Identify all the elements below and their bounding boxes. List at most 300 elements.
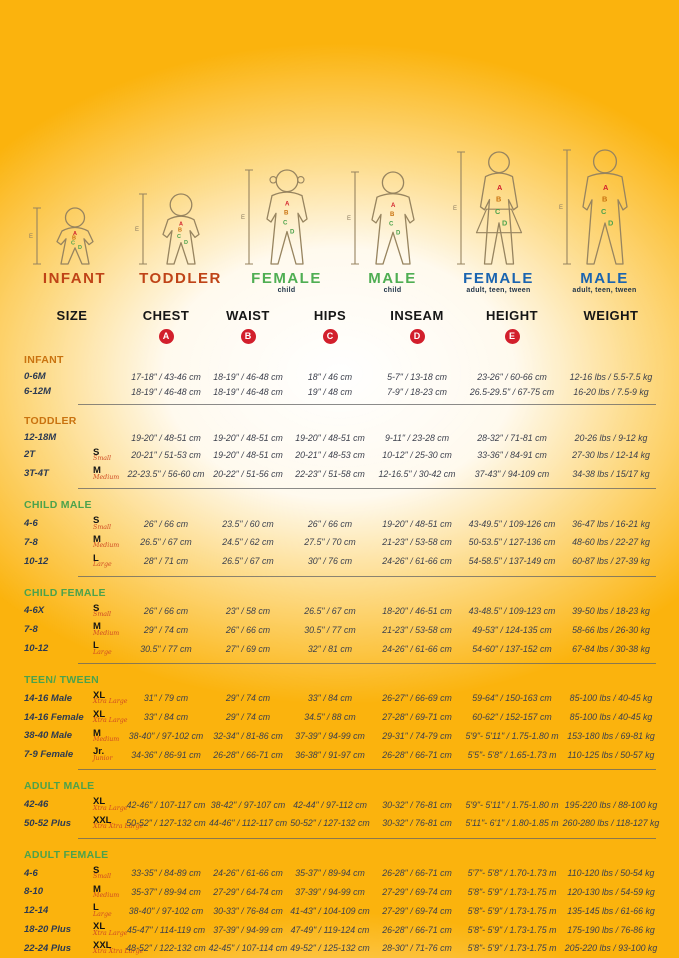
- cell-inseam: 19-20" / 48-51 cm: [382, 518, 452, 529]
- table-row-label: 50-52 Plus: [24, 817, 71, 829]
- cell-hips: 47-49" / 119-124 cm: [290, 924, 370, 935]
- size-sublabel: Junior: [93, 754, 113, 762]
- figure-label: INFANT: [42, 270, 107, 287]
- marker-letter-d: D: [77, 245, 82, 251]
- marker-letter-c: C: [70, 240, 75, 247]
- size-sublabel: Medium: [93, 473, 120, 481]
- cell-inseam: 27-28" / 69-71 cm: [382, 712, 452, 723]
- section-child-female: [20, 581, 664, 666]
- figure-sublabel: [23, 287, 127, 296]
- size-sublabel: Xtra Xtra Large: [93, 948, 144, 956]
- cell-chest: 22-23.5" / 56-60 cm: [127, 468, 205, 479]
- column-header-chest: CHEST: [142, 308, 190, 323]
- toddler-figure-icon: [133, 140, 229, 268]
- size-cell: [84, 533, 124, 552]
- cell-hips: 30.5" / 77 cm: [304, 624, 356, 635]
- measurement-markers-row: [20, 326, 664, 346]
- marker-letter-a: A: [496, 182, 502, 192]
- cell-height: 43-48.5" / 109-123 cm: [468, 605, 556, 616]
- cell-hips: 30" / 76 cm: [307, 556, 353, 567]
- size-cell: [84, 708, 128, 727]
- size-sublabel: Medium: [93, 892, 120, 900]
- table-row-label: 4-6X: [24, 605, 45, 617]
- section-adult-male: [20, 774, 664, 841]
- cell-chest: 31" / 79 cm: [143, 693, 189, 704]
- cell-hips: 37-39" / 94-99 cm: [295, 886, 365, 897]
- marker-letter-b: B: [71, 235, 76, 242]
- cell-chest: 29" / 74 cm: [143, 624, 189, 635]
- cell-hips: 26.5" / 67 cm: [304, 605, 356, 616]
- table-row-label: 7-8: [24, 624, 38, 636]
- marker-letter-e: E: [346, 216, 351, 222]
- table-row-label: 14-16 Female: [24, 711, 84, 723]
- cell-chest: 26" / 66 cm: [143, 605, 189, 616]
- size-letter: M: [93, 533, 101, 545]
- size-letter: S: [93, 602, 100, 614]
- size-letter: M: [93, 621, 101, 633]
- cell-inseam: 26-28" / 66-71 cm: [382, 868, 452, 879]
- size-cell: [84, 795, 128, 814]
- marker-letter-e: E: [240, 215, 245, 221]
- size-cell: [84, 620, 124, 639]
- column-header-hips: HIPS: [313, 308, 347, 323]
- size-sublabel: Xtra Large: [93, 717, 128, 725]
- section-divider: [78, 769, 656, 770]
- cell-weight: 12-16 lbs / 5.5-7.5 kg: [569, 371, 653, 382]
- cell-waist: 42-45" / 107-114 cm: [208, 943, 288, 954]
- infant-figure-icon: [27, 140, 123, 268]
- marker-letter-e: E: [134, 227, 139, 233]
- marker-badge-c: C: [323, 329, 338, 344]
- cell-hips: 33" / 84 cm: [307, 693, 353, 704]
- cell-chest: 38-40" / 97-102 cm: [128, 730, 204, 741]
- cell-chest: 33" / 84 cm: [143, 712, 189, 723]
- size-sublabel: Large: [93, 561, 112, 569]
- cell-height: 5'5"- 5'8" / 1.65-1.73 m: [467, 749, 557, 760]
- size-sublabel: Small: [93, 455, 112, 463]
- cell-height: 5'8"- 5'9" / 1.73-1.75 m: [467, 924, 557, 935]
- column-header-height: HEIGHT: [485, 308, 539, 323]
- height-measure-line: [139, 194, 147, 264]
- cell-weight: 48-60 lbs / 22-27 kg: [572, 537, 650, 548]
- marker-letter-d: D: [501, 218, 507, 228]
- marker-letter-b: B: [283, 209, 288, 217]
- cell-inseam: 5-7" / 13-18 cm: [387, 371, 447, 382]
- figure-label: MALE: [580, 270, 629, 287]
- section-title: CHILD FEMALE: [24, 586, 106, 599]
- cell-inseam: 26-28" / 66-71 cm: [382, 924, 452, 935]
- section-title: ADULT FEMALE: [24, 848, 109, 861]
- cell-hips: 49-52" / 125-132 cm: [290, 943, 370, 954]
- cell-chest: 35-37" / 89-94 cm: [131, 886, 201, 897]
- size-cell: [84, 901, 124, 920]
- size-cell: [84, 920, 128, 939]
- cell-hips: 32" / 81 cm: [307, 643, 353, 654]
- table-row-label: 10-12: [24, 555, 49, 567]
- size-cell: [84, 883, 124, 902]
- table-row-label: 8-10: [24, 886, 44, 898]
- figure-infant: [23, 140, 127, 296]
- cell-hips: 22-23" / 51-58 cm: [295, 468, 365, 479]
- cell-waist: 30-33" / 76-84 cm: [213, 905, 283, 916]
- height-measure-line: [457, 152, 465, 264]
- cell-waist: 23" / 58 cm: [225, 605, 271, 616]
- size-cell: [84, 436, 124, 440]
- size-cell: [84, 602, 124, 621]
- table-row-label: 38-40 Male: [24, 730, 73, 742]
- cell-chest: 45-47" / 114-119 cm: [126, 924, 206, 935]
- cell-weight: 39-50 lbs / 18-23 kg: [572, 605, 650, 616]
- cell-hips: 26" / 66 cm: [307, 518, 353, 529]
- cell-weight: 67-84 lbs / 30-38 kg: [572, 643, 650, 654]
- cell-chest: 20-21" / 51-53 cm: [131, 449, 201, 460]
- figure-toddler: [129, 140, 233, 296]
- figure-male-child: [341, 140, 445, 296]
- size-sublabel: Small: [93, 523, 112, 531]
- male-child-figure-icon: [345, 140, 441, 268]
- table-row-label: 7-8: [24, 536, 38, 548]
- column-header-waist: WAIST: [226, 308, 270, 323]
- table-row-label: 18-20 Plus: [24, 924, 71, 935]
- cell-inseam: 26-27" / 66-69 cm: [382, 693, 452, 704]
- cell-inseam: 7-9" / 18-23 cm: [387, 386, 447, 397]
- cell-hips: 19" / 48 cm: [307, 386, 353, 397]
- cell-hips: 18" / 46 cm: [307, 371, 353, 382]
- size-letter: XL: [93, 689, 106, 701]
- section-toddler: [20, 409, 664, 491]
- table-row-label: 42-46: [24, 799, 49, 811]
- size-cell: [84, 745, 124, 764]
- size-cell: [84, 689, 128, 708]
- size-cell: [84, 727, 124, 746]
- cell-height: 49-53" / 124-135 cm: [472, 624, 552, 635]
- cell-weight: 85-100 lbs / 40-45 kg: [569, 712, 653, 723]
- cell-chest: 34-36" / 86-91 cm: [131, 749, 201, 760]
- figure-sublabel: adult, teen, tween: [572, 287, 637, 294]
- cell-height: 28-32" / 71-81 cm: [477, 432, 547, 443]
- cell-chest: 28" / 71 cm: [143, 556, 189, 567]
- marker-letter-b: B: [495, 194, 501, 204]
- size-sublabel: Small: [93, 611, 112, 619]
- cell-weight: 260-280 lbs / 118-127 kg: [562, 818, 660, 829]
- figure-label: TODDLER: [139, 270, 222, 287]
- section-teen-tween: [20, 668, 664, 772]
- cell-waist: 29" / 74 cm: [225, 712, 271, 723]
- cell-waist: 19-20" / 48-51 cm: [213, 449, 283, 460]
- cell-inseam: 30-32" / 76-81 cm: [382, 799, 452, 810]
- figure-sublabel: [129, 287, 233, 296]
- figure-female-adult: [447, 140, 551, 296]
- size-letter: XL: [93, 921, 106, 933]
- table-row-label: 12-18M: [24, 432, 57, 444]
- cell-chest: 38-40" / 97-102 cm: [128, 905, 204, 916]
- marker-letter-a: A: [602, 183, 608, 192]
- cell-inseam: 27-29" / 69-74 cm: [382, 905, 452, 916]
- table-row-label: 7-9 Female: [24, 749, 74, 761]
- figure-label: FEMALE: [463, 270, 534, 287]
- cell-waist: 26-28" / 66-71 cm: [213, 749, 283, 760]
- cell-height: 43-49.5" / 109-126 cm: [468, 518, 556, 529]
- cell-inseam: 21-23" / 53-58 cm: [382, 624, 452, 635]
- marker-badge-b: B: [241, 329, 256, 344]
- cell-weight: 36-47 lbs / 16-21 kg: [572, 518, 650, 529]
- size-letter: L: [93, 902, 99, 914]
- column-header-size: SIZE: [56, 308, 88, 323]
- marker-letter-a: A: [72, 231, 77, 237]
- cell-waist: 18-19" / 46-48 cm: [213, 371, 283, 382]
- cell-height: 26.5-29.5" / 67-75 cm: [469, 386, 555, 397]
- female-child-figure-icon: [239, 140, 335, 268]
- section-title: TODDLER: [24, 415, 77, 428]
- figure-label: FEMALE: [251, 270, 322, 287]
- marker-letter-e: E: [452, 206, 457, 212]
- cell-waist: 24-26" / 61-66 cm: [213, 868, 283, 879]
- table-row-label: 6-12M: [24, 386, 51, 398]
- cell-hips: 50-52" / 127-132 cm: [290, 818, 370, 829]
- size-cell: [84, 814, 144, 833]
- cell-height: 60-62" / 152-157 cm: [472, 712, 552, 723]
- figure-sublabel: child: [277, 287, 296, 294]
- cell-weight: 153-180 lbs / 69-81 kg: [567, 730, 655, 741]
- table-row-label: 12-14: [24, 905, 49, 917]
- cell-weight: 60-87 lbs / 27-39 kg: [572, 556, 650, 567]
- figure-male-adult: [553, 140, 657, 296]
- size-cell: [84, 375, 124, 379]
- cell-chest: 26" / 66 cm: [143, 518, 189, 529]
- marker-letter-d: D: [289, 228, 294, 236]
- table-row-label: 0-6M: [24, 371, 46, 383]
- marker-letter-c: C: [494, 206, 500, 216]
- figures-row: [10, 0, 670, 296]
- marker-letter-b: B: [601, 194, 607, 204]
- table-row-label: 4-6: [24, 867, 38, 879]
- cell-inseam: 30-32" / 76-81 cm: [382, 818, 452, 829]
- cell-height: 5'11"- 6'1" / 1.80-1.85 m: [465, 818, 559, 829]
- cell-height: 5'8"- 5'9" / 1.73-1.75 m: [467, 886, 557, 897]
- cell-waist: 26.5" / 67 cm: [222, 556, 274, 567]
- marker-letter-c: C: [282, 219, 287, 227]
- marker-badge-d: D: [410, 329, 425, 344]
- cell-waist: 24.5" / 62 cm: [222, 537, 274, 548]
- marker-letter-b: B: [389, 211, 394, 218]
- female-adult-figure-icon: [451, 140, 547, 268]
- table-row-label: 2T: [24, 449, 36, 461]
- size-letter: S: [93, 864, 100, 876]
- cell-height: 37-43" / 94-109 cm: [474, 468, 550, 479]
- table-row-label: 14-16 Male: [24, 692, 73, 704]
- size-letter: S: [93, 515, 100, 527]
- cell-waist: 32-34" / 81-86 cm: [213, 730, 283, 741]
- cell-hips: 20-21" / 48-53 cm: [295, 449, 365, 460]
- height-measure-line: [33, 208, 41, 264]
- cell-height: 5'9"- 5'11" / 1.75-1.80 m: [465, 799, 559, 810]
- size-sublabel: Medium: [93, 542, 120, 550]
- cell-hips: 34.5" / 88 cm: [304, 712, 356, 723]
- cell-waist: 38-42" / 97-107 cm: [210, 799, 286, 810]
- size-cell: [84, 446, 124, 465]
- cell-inseam: 28-30" / 71-76 cm: [382, 943, 452, 954]
- size-cell: [84, 939, 144, 958]
- table-header-row: [20, 308, 664, 323]
- section-divider: [78, 576, 656, 577]
- size-letter: L: [93, 552, 99, 564]
- cell-height: 59-64" / 150-163 cm: [472, 693, 552, 704]
- figure-sublabel: adult, teen, tween: [466, 287, 531, 294]
- cell-waist: 18-19" / 46-48 cm: [213, 386, 283, 397]
- size-letter: XXL: [93, 939, 112, 951]
- marker-letter-c: C: [388, 221, 393, 228]
- marker-badge-a: A: [159, 329, 174, 344]
- size-cell: [84, 639, 124, 658]
- table-row-label: 22-24 Plus: [24, 942, 71, 954]
- cell-weight: 120-130 lbs / 54-59 kg: [567, 886, 655, 897]
- cell-hips: 27.5" / 70 cm: [304, 537, 356, 548]
- cell-height: 5'8"- 5'9" / 1.73-1.75 m: [467, 943, 557, 954]
- cell-chest: 48-52" / 122-132 cm: [126, 943, 206, 954]
- section-divider: [78, 404, 656, 405]
- figure-female-child: [235, 140, 339, 296]
- size-letter: XL: [93, 708, 106, 720]
- column-header-inseam: INSEAM: [390, 308, 444, 323]
- size-sublabel: Large: [93, 648, 112, 656]
- size-letter: L: [93, 640, 99, 652]
- cell-hips: 19-20" / 48-51 cm: [295, 432, 365, 443]
- cell-weight: 27-30 lbs / 12-14 kg: [572, 449, 650, 460]
- section-title: TEEN/ TWEEN: [24, 673, 100, 686]
- cell-height: 23-26" / 60-66 cm: [477, 371, 547, 382]
- cell-height: 33-36" / 84-91 cm: [477, 449, 547, 460]
- cell-weight: 85-100 lbs / 40-45 kg: [569, 693, 653, 704]
- cell-inseam: 26-28" / 66-71 cm: [382, 749, 452, 760]
- column-header-weight: WEIGHT: [583, 308, 639, 323]
- marker-letter-e: E: [558, 205, 563, 211]
- cell-weight: 58-66 lbs / 26-30 kg: [572, 624, 650, 635]
- section-title: CHILD MALE: [24, 499, 92, 512]
- cell-inseam: 18-20" / 46-51 cm: [382, 605, 452, 616]
- size-letter: Jr.: [93, 746, 105, 758]
- figure-sublabel: child: [383, 287, 402, 294]
- cell-height: 5'9"- 5'11" / 1.75-1.80 m: [465, 730, 559, 741]
- size-chart-table: [20, 308, 664, 958]
- cell-waist: 23.5" / 60 cm: [222, 518, 274, 529]
- cell-chest: 26.5" / 67 cm: [140, 537, 192, 548]
- size-sublabel: Large: [93, 910, 112, 918]
- cell-weight: 175-190 lbs / 76-86 kg: [567, 924, 655, 935]
- cell-chest: 50-52" / 127-132 cm: [126, 818, 206, 829]
- height-measure-line: [563, 150, 571, 264]
- marker-badge-e: E: [505, 329, 520, 344]
- cell-chest: 33-35" / 84-89 cm: [131, 868, 201, 879]
- marker-letter-b: B: [177, 227, 182, 234]
- section-divider: [78, 663, 656, 664]
- marker-letter-c: C: [176, 234, 181, 241]
- cell-inseam: 9-11" / 23-28 cm: [384, 432, 450, 443]
- cell-waist: 27-29" / 64-74 cm: [213, 886, 283, 897]
- cell-weight: 16-20 lbs / 7.5-9 kg: [573, 386, 649, 397]
- cell-chest: 42-46" / 107-117 cm: [126, 799, 206, 810]
- marker-letter-d: D: [395, 230, 400, 237]
- section-adult-female: [20, 843, 664, 958]
- size-letter: XXL: [93, 814, 112, 826]
- cell-chest: 18-19" / 46-48 cm: [131, 386, 201, 397]
- cell-height: 54-58.5" / 137-149 cm: [468, 556, 556, 567]
- cell-weight: 205-220 lbs / 93-100 kg: [564, 943, 658, 954]
- cell-hips: 35-37" / 89-94 cm: [295, 868, 365, 879]
- size-sublabel: Xtra Large: [93, 698, 128, 706]
- size-sublabel: Xtra Xtra Large: [93, 823, 144, 831]
- size-sublabel: Small: [93, 873, 112, 881]
- size-letter: M: [93, 727, 101, 739]
- section-title: ADULT MALE: [24, 780, 95, 793]
- cell-inseam: 12-16.5" / 30-42 cm: [378, 468, 456, 479]
- cell-chest: 17-18" / 43-46 cm: [131, 371, 201, 382]
- marker-letter-c: C: [600, 207, 606, 216]
- cell-hips: 42-44" / 97-112 cm: [293, 799, 367, 810]
- cell-inseam: 27-29" / 69-74 cm: [382, 886, 452, 897]
- cell-hips: 41-43" / 104-109 cm: [290, 905, 370, 916]
- cell-weight: 20-26 lbs / 9-12 kg: [574, 432, 648, 443]
- section-infant: [20, 348, 664, 407]
- section-divider: [78, 838, 656, 839]
- size-sublabel: Xtra Large: [93, 804, 128, 812]
- cell-waist: 37-39" / 94-99 cm: [213, 924, 283, 935]
- cell-inseam: 24-26" / 61-66 cm: [382, 643, 452, 654]
- cell-waist: 19-20" / 48-51 cm: [213, 432, 283, 443]
- size-cell: [84, 864, 124, 883]
- size-cell: [84, 464, 124, 483]
- cell-waist: 27" / 69 cm: [225, 643, 271, 654]
- cell-waist: 20-22" / 51-56 cm: [213, 468, 283, 479]
- marker-letter-d: D: [183, 240, 188, 247]
- height-measure-line: [245, 170, 253, 264]
- male-adult-figure-icon: [557, 140, 653, 268]
- section-title: INFANT: [24, 354, 64, 366]
- cell-height: 54-60" / 137-152 cm: [472, 643, 552, 654]
- cell-chest: 30.5" / 77 cm: [140, 643, 192, 654]
- cell-waist: 44-46" / 112-117 cm: [208, 818, 288, 829]
- size-letter: M: [93, 883, 101, 895]
- cell-waist: 29" / 74 cm: [225, 693, 271, 704]
- table-row-label: 3T-4T: [24, 468, 49, 480]
- size-letter: XL: [93, 796, 106, 808]
- cell-inseam: 21-23" / 53-58 cm: [382, 537, 452, 548]
- size-cell: [84, 514, 124, 533]
- size-cell: [84, 390, 124, 394]
- size-sublabel: Xtra Large: [93, 929, 128, 937]
- cell-inseam: 29-31" / 74-79 cm: [382, 730, 452, 741]
- marker-letter-a: A: [284, 200, 289, 208]
- size-sublabel: Medium: [93, 736, 120, 744]
- marker-letter-e: E: [28, 234, 33, 240]
- section-child-male: [20, 493, 664, 578]
- cell-inseam: 10-12" / 25-30 cm: [382, 449, 452, 460]
- cell-inseam: 24-26" / 61-66 cm: [382, 556, 452, 567]
- cell-hips: 37-39" / 94-99 cm: [295, 730, 365, 741]
- height-measure-line: [351, 172, 359, 264]
- size-letter: S: [93, 446, 100, 458]
- figure-label: MALE: [368, 270, 417, 287]
- table-row-label: 4-6: [24, 518, 38, 530]
- cell-height: 5'8"- 5'9" / 1.73-1.75 m: [467, 905, 557, 916]
- cell-weight: 34-38 lbs / 15/17 kg: [572, 468, 650, 479]
- cell-waist: 26" / 66 cm: [225, 624, 271, 635]
- cell-weight: 110-125 lbs / 50-57 kg: [567, 749, 655, 760]
- cell-height: 50-53.5" / 127-136 cm: [468, 537, 556, 548]
- cell-weight: 135-145 lbs / 61-66 kg: [567, 905, 655, 916]
- marker-letter-a: A: [178, 221, 183, 228]
- marker-letter-a: A: [390, 202, 395, 209]
- cell-weight: 195-220 lbs / 88-100 kg: [564, 799, 658, 810]
